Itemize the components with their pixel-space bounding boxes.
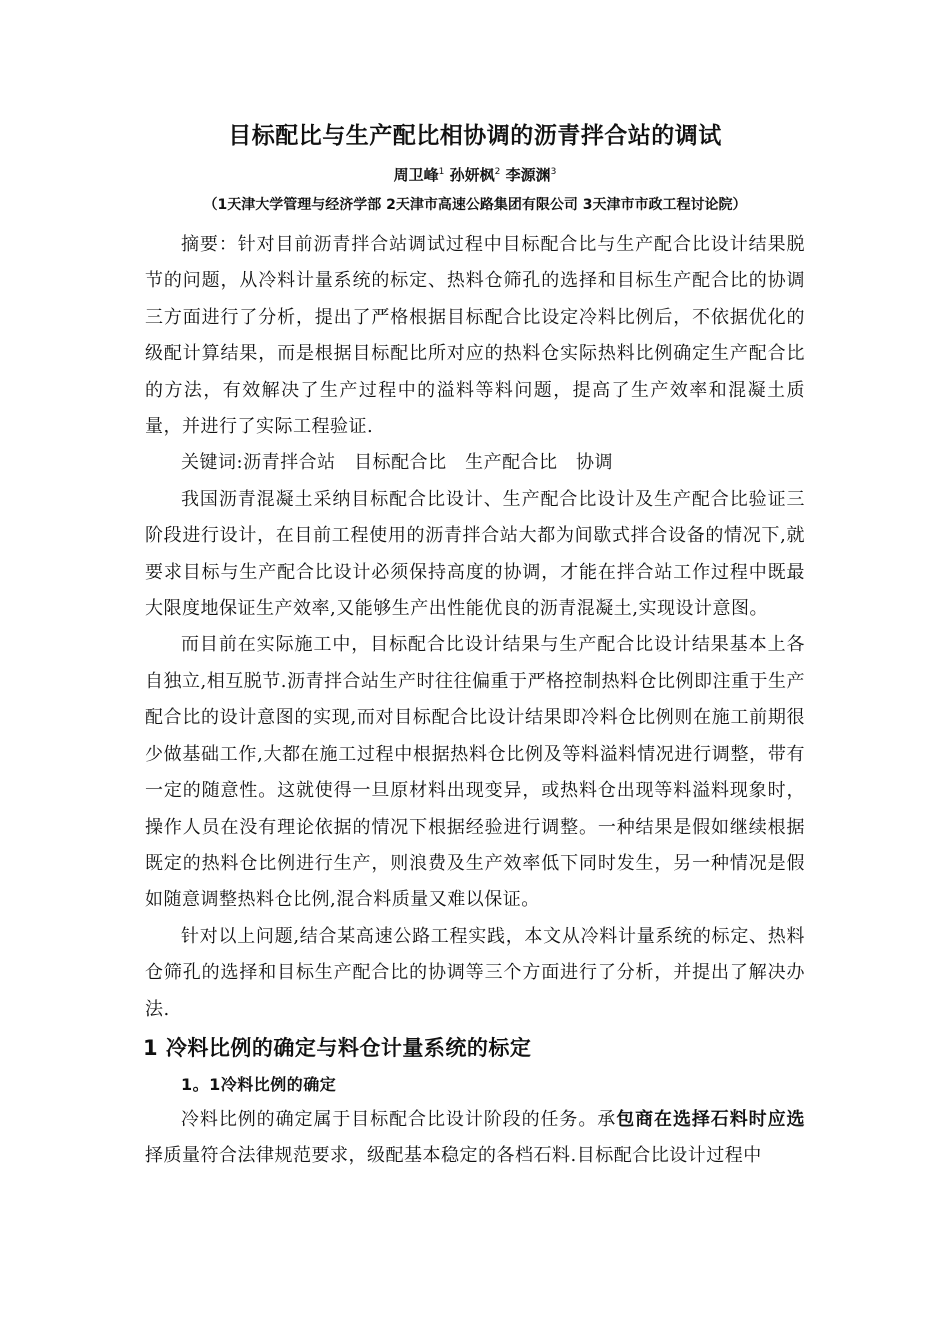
paragraph-text: 择质量符合法律规范要求，级配基本稳定的各档石料.目标配合比设计过程中 xyxy=(145,1145,762,1167)
paragraph-text: 冷料比例的确定属于目标配合比设计阶段的任务。承 xyxy=(181,1108,617,1130)
author-affil-mark: 3 xyxy=(550,167,557,177)
author-affil-mark: 2 xyxy=(494,167,501,177)
body-paragraph xyxy=(145,1102,805,1175)
abstract-paragraph: 摘要：针对目前沥青拌合站调试过程中目标配合比与生产配合比设计结果脱节的问题，从冷料计量系统的标定、热料仓筛孔的选择和目标生产配合比的协调三方面进行了分析，提出了严格根据目标配合比设定冷料比例后，不依据优化的级配计算结果，而是根据目标配比所对应的热料仓实际热料比例确定生产配合比的方法，有效解决了生产过程中的溢料等料问题，提高了生产效率和混凝土质量，并进行了实际工程验证. xyxy=(145,234,805,438)
affiliation-line: （1天津大学管理与经济学部 2天津市高速公路集团有限公司 3天津市市政工程讨论院） xyxy=(203,197,747,213)
paper-body xyxy=(145,227,805,1175)
body-paragraph: 而目前在实际施工中，目标配合比设计结果与生产配合比设计结果基本上各自独立,相互脱节.沥青拌合站生产时往往偏重于严格控制热料仓比例即注重于生产配合比的设计意图的实现,而对目标配合比设计结果即冷料仓比例则在施工前期很少做基础工作,大都在施工过程中根据热料仓比例及等料溢料情况进行调整，带有一定的随意性。这就使得一旦原材料出现变异，或热料仓出现等料溢料现象时，操作人员在没有理论依据的情况下根据经验进行调整。一种结果是假如继续根据既定的热料仓比例进行生产，则浪费及生产效率低下同时发生，另一种情况是假如随意调整热料仓比例,混合料质量又难以保证。 xyxy=(145,634,805,911)
bold-text: 包商在选择石料时应选 xyxy=(616,1108,805,1130)
body-paragraph: 针对以上问题,结合某高速公路工程实践，本文从冷料计量系统的标定、热料仓筛孔的选择和目标生产配合比的协调等三个方面进行了分析，并提出了解决办法. xyxy=(145,925,805,1020)
author-name: 孙妍枫 xyxy=(449,166,495,184)
section-heading: 1 冷料比例的确定与料仓计量系统的标定 xyxy=(143,1035,532,1060)
author-name: 李源渊 xyxy=(505,166,551,184)
paper-title: 目标配比与生产配比相协调的沥青拌合站的调试 xyxy=(228,123,722,149)
body-paragraph: 我国沥青混凝土采纳目标配合比设计、生产配合比设计及生产配合比验证三阶段进行设计，在目前工程使用的沥青拌合站大都为间歇式拌合设备的情况下,就要求目标与生产配合比设计必须保持高度的协调，才能在拌合站工作过程中既最大限度地保证生产效率,又能够生产出性能优良的沥青混凝土,实现设计意图。 xyxy=(145,488,805,620)
subsection-heading: 1。1冷料比例的确定 xyxy=(181,1074,337,1094)
author-line xyxy=(0,159,950,188)
author-affil-mark: 1 xyxy=(438,167,445,177)
author-name: 周卫峰 xyxy=(393,166,439,184)
keywords-line: 关键词:沥青拌合站 目标配合比 生产配合比 协调 xyxy=(181,452,614,474)
